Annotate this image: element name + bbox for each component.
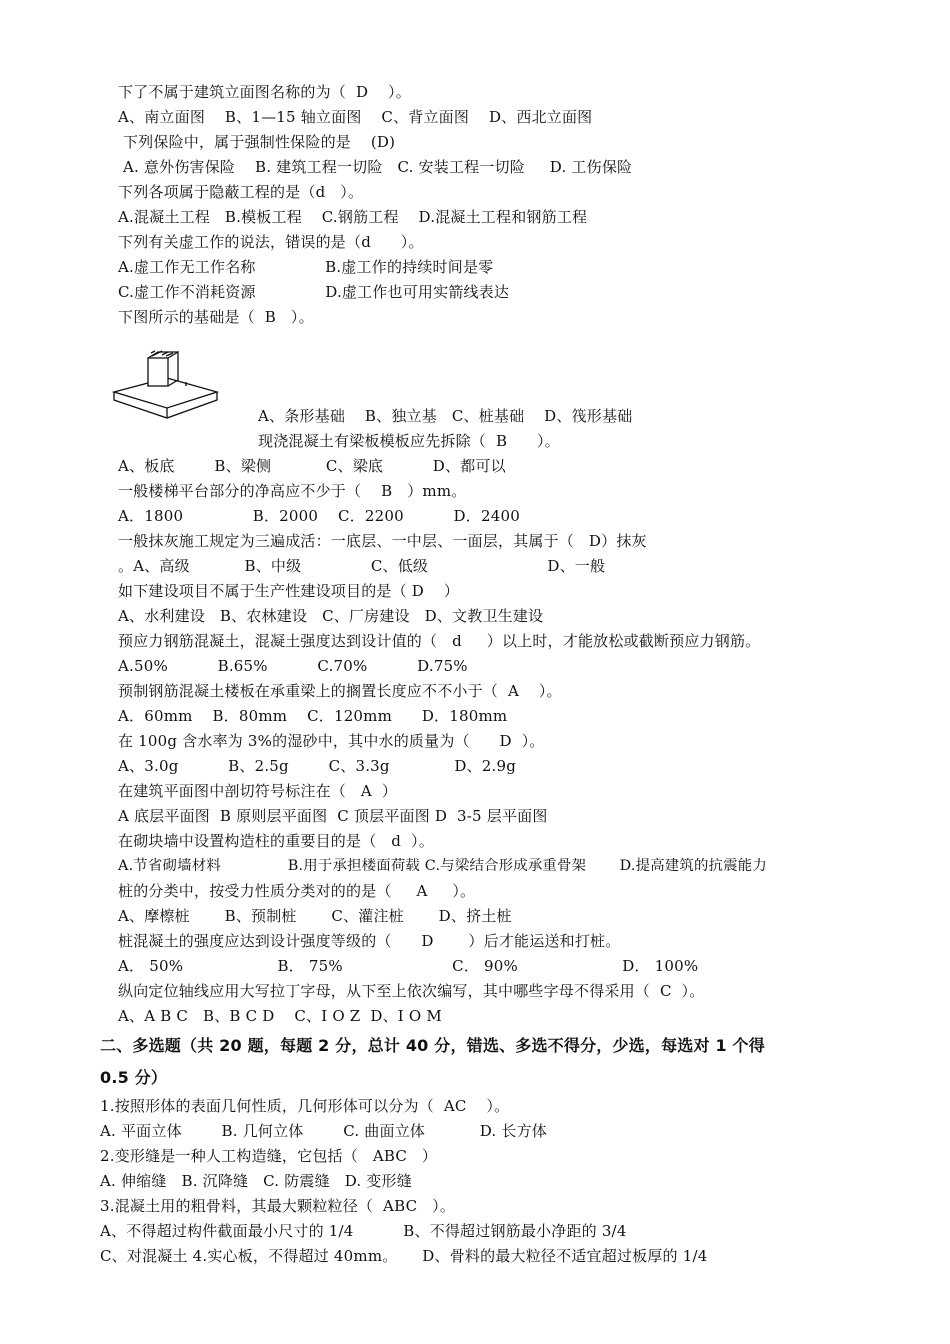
options-formwork: A、板底 B、梁侧 C、梁底 D、都可以 (118, 457, 506, 475)
options-slab-bearing: A．60mm B．80mm C．120mm D．180mm (118, 707, 508, 725)
question-pile-type: 桩的分类中，按受力性质分类对的的是（ A ）。 (118, 882, 476, 900)
options-pile-type: A、摩檫桩 B、预制桩 C、灌注桩 D、挤土桩 (118, 907, 512, 925)
options-dummy-activity-ab: A.虚工作无工作名称 B.虚工作的持续时间是零 (118, 258, 494, 276)
question-slab-bearing: 预制钢筋混凝土楼板在承重梁上的搁置长度应不不小于（ A ）。 (118, 682, 562, 700)
section-heading-multiple-choice: 二、多选题（共 20 题，每题 2 分，总计 40 分，错选、多选不得分，少选，每选对 1 个得 (100, 1036, 765, 1055)
question-coarse-aggregate: 3.混凝土用的粗骨料，其最大颗粒粒径（ ABC ）。 (100, 1197, 456, 1215)
options-geometric-solid: A. 平面立体 B. 几何立体 C. 曲面立体 D. 长方体 (100, 1122, 547, 1140)
options-coarse-aggregate-ab: A、不得超过构件截面最小尺寸的 1/4 B、不得超过钢筋最小净距的 3/4 (100, 1222, 627, 1240)
question-geometric-solid: 1.按照形体的表面几何性质，几何形体可以分为（ AC ）。 (100, 1097, 510, 1115)
options-coarse-aggregate-cd: C、对混凝土 4.实心板，不得超过 40mm。 D、骨料的最大粒径不适宜超过板厚的 1/4 (100, 1247, 708, 1265)
question-dummy-activity: 下列有关虚工作的说法，错误的是（d ）。 (118, 233, 424, 251)
options-axis-letters: A、A B C B、B C D C、I O Z D、I O M (118, 1007, 442, 1025)
question-section-symbol: 在建筑平面图中剖切符号标注在（ A ） (118, 782, 398, 800)
question-foundation: 下图所示的基础是（ B ）。 (118, 308, 314, 326)
options-insurance: A. 意外伤害保险 B. 建筑工程一切险 C. 安装工程一切险 D. 工伤保险 (118, 158, 633, 176)
question-stair-height: 一般楼梯平台部分的净高应不少于（ B ）mm。 (118, 482, 467, 500)
options-foundation: A、条形基础 B、独立基 C、桩基础 D、筏形基础 (258, 407, 633, 425)
question-deformation-joint: 2.变形缝是一种人工构造缝，它包括（ ABC ） (100, 1147, 438, 1165)
options-plaster: 。A、高级 B、中级 C、低级 D、一般 (118, 557, 606, 575)
question-prestress: 预应力钢筋混凝土，混凝土强度达到设计值的（ d ）以上时，才能放松或截断预应力钢筋。 (118, 632, 761, 650)
question-axis-letters: 纵向定位轴线应用大写拉丁字母，从下至上依次编写，其中哪些字母不得采用（ C ）。 (118, 982, 705, 1000)
options-hidden-work: A.混凝土工程 B.模板工程 C.钢筋工程 D.混凝土工程和钢筋工程 (118, 208, 588, 226)
question-formwork: 现浇混凝土有梁板模板应先拆除（ B ）。 (258, 432, 560, 450)
section-heading-multiple-choice-cont: 0.5 分） (100, 1068, 168, 1087)
options-elevation-name: A、南立面图 B、1—15 轴立面图 C、背立面图 D、西北立面图 (118, 108, 593, 126)
isolated-footing-figure (112, 344, 222, 426)
question-pile-strength: 桩混凝土的强度应达到设计强度等级的（ D ）后才能运送和打桩。 (118, 932, 621, 950)
question-structural-column: 在砌块墙中设置构造柱的重要目的是（ d ）。 (118, 832, 434, 850)
question-project-type: 如下建设项目不属于生产性建设项目的是（ D ） (118, 582, 460, 600)
options-dummy-activity-cd: C.虚工作不消耗资源 D.虚工作也可用实箭线表达 (118, 283, 510, 301)
question-insurance: 下列保险中，属于强制性保险的是 (D) (118, 133, 396, 151)
options-stair-height: A．1800 B．2000 C．2200 D．2400 (118, 507, 520, 525)
options-project-type: A、水利建设 B、农林建设 C、厂房建设 D、文教卫生建设 (118, 607, 544, 625)
options-prestress: A.50% B.65% C.70% D.75% (118, 657, 468, 675)
options-deformation-joint: A. 伸缩缝 B. 沉降缝 C. 防震缝 D. 变形缝 (100, 1172, 412, 1190)
question-hidden-work: 下列各项属于隐蔽工程的是（d ）。 (118, 183, 364, 201)
options-section-symbol: A 底层平面图 B 原则层平面图 C 顶层平面图 D 3-5 层平面图 (118, 807, 548, 825)
question-elevation-name: 下了不属于建筑立面图名称的为（ D ）。 (118, 83, 411, 101)
options-structural-column: A.节省砌墙材料 B.用于承担楼面荷载 C.与梁结合形成承重骨架 D.提高建筑的抗震能力 (118, 858, 767, 874)
options-pile-strength: A． 50% B． 75% C． 90% D． 100% (118, 957, 699, 975)
options-wet-sand: A、3.0g B、2.5g C、3.3g D、2.9g (118, 757, 516, 775)
question-plaster: 一般抹灰施工规定为三遍成活：一底层、一中层、一面层，其属于（ D）抹灰 (118, 532, 647, 550)
question-wet-sand: 在 100g 含水率为 3%的湿砂中，其中水的质量为（ D ）。 (118, 732, 545, 750)
